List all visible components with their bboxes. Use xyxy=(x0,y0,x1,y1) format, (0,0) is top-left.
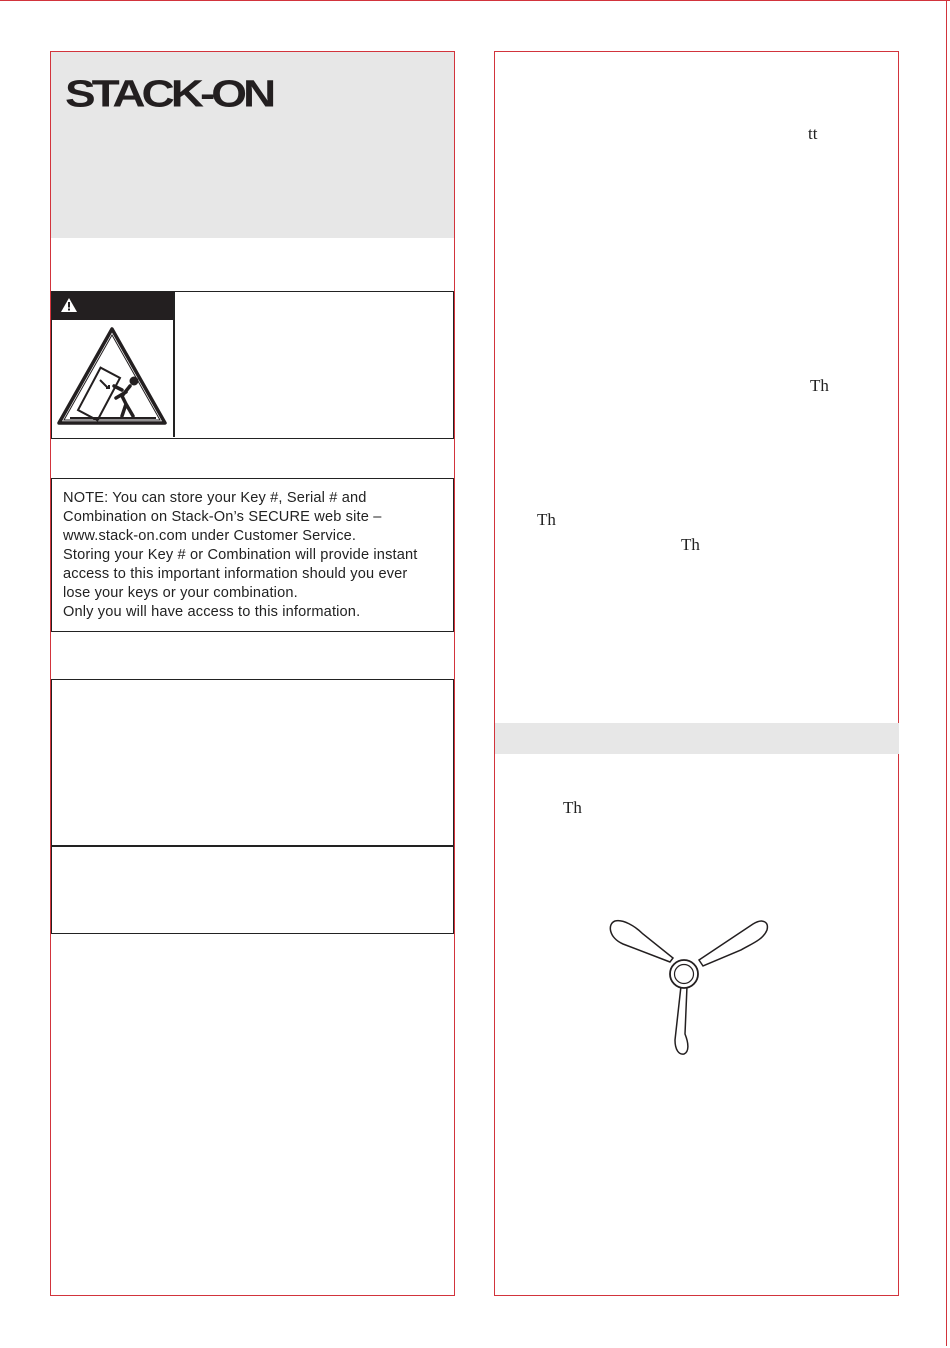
text-fragment: Th xyxy=(563,798,582,817)
text-fragment: Th xyxy=(681,535,700,554)
text-fragment: Th xyxy=(810,376,829,395)
note-line: NOTE: You can store your Key #, Serial # and xyxy=(63,490,367,506)
text-fragment: tt xyxy=(808,124,818,143)
note-line: Only you will have access to this information. xyxy=(63,604,361,620)
warning-triangle-icon xyxy=(60,297,78,313)
stack-on-logo xyxy=(65,72,305,122)
header-band xyxy=(51,52,454,238)
note-line: access to this important information should you ever xyxy=(63,566,408,582)
three-prong-key-icon xyxy=(603,914,773,1059)
warning-tag xyxy=(52,292,173,320)
warning-divider xyxy=(173,292,175,437)
right-column xyxy=(494,51,899,1296)
page-trim-right xyxy=(946,0,947,1346)
tip-over-hazard-icon xyxy=(56,326,168,428)
note-line: www.stack-on.com under Customer Service. xyxy=(63,528,357,544)
info-box-secondary xyxy=(51,845,454,934)
note-line: Storing your Key # or Combination will provide instant xyxy=(63,547,418,563)
left-column xyxy=(50,51,455,1296)
note-box xyxy=(51,478,454,632)
warning-box xyxy=(51,291,454,439)
section-band xyxy=(495,723,899,754)
note-line: Combination on Stack-On’s SECURE web site – xyxy=(63,509,382,525)
info-box xyxy=(51,679,454,847)
svg-text:STACK-ON: STACK-ON xyxy=(65,72,273,115)
page-trim-top xyxy=(0,0,950,1)
note-line: lose your keys or your combination. xyxy=(63,585,298,601)
text-fragment: Th xyxy=(537,510,556,529)
